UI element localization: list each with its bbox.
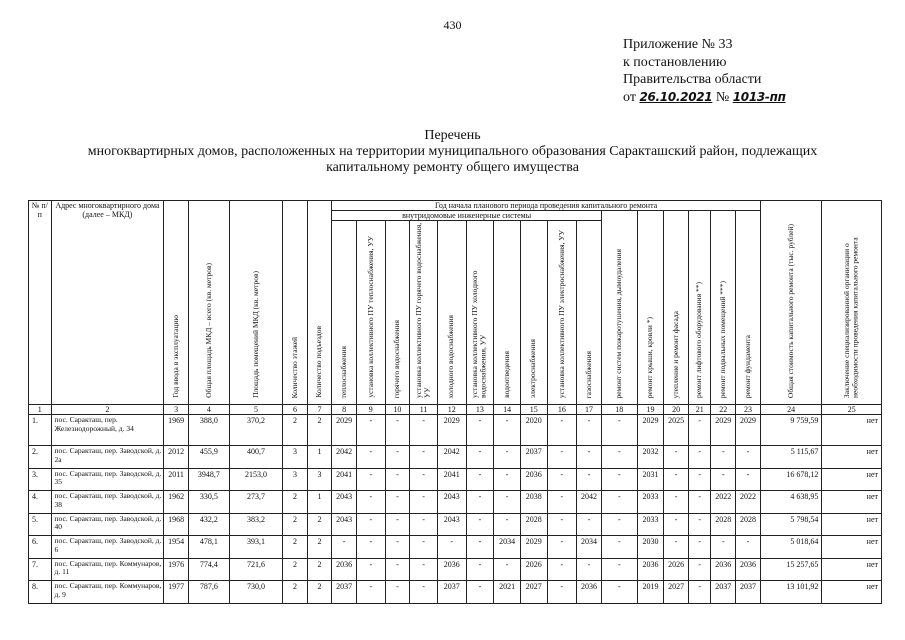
cell-c22: 2036 [711, 558, 736, 581]
column-number: 12 [437, 405, 466, 415]
cell-c19: 2032 [637, 446, 664, 469]
cell-year: 1968 [164, 513, 189, 536]
cell-c16: - [547, 558, 577, 581]
header-c19: ремонт крыши, кровли *) [637, 211, 664, 405]
cell-c9: - [356, 558, 385, 581]
column-number: 3 [164, 405, 189, 415]
cell-prem: 400,7 [229, 446, 282, 469]
cell-c14: 2034 [494, 536, 521, 559]
header-conclusion: Заключение специализированной организации о необходимости проведения капитального ремонта [822, 201, 882, 405]
address-cell: пос. Саракташ, пер. Заводской, д. 35 [51, 468, 164, 491]
cell-c14: - [494, 558, 521, 581]
header-c18: ремонт систем пожаротушения, дымоудаления [601, 211, 637, 405]
cell-c9: - [356, 491, 385, 514]
column-number: 20 [664, 405, 689, 415]
cell-c13: - [466, 581, 494, 604]
cell-c18: - [601, 581, 637, 604]
cell-cost: 5 115,67 [760, 446, 821, 469]
cell-c11: - [410, 536, 438, 559]
header-c21: ремонт лифтового оборудования **) [688, 211, 711, 405]
cell-c20: 2025 [664, 415, 689, 446]
cell-c12: 2043 [437, 491, 466, 514]
column-number: 4 [188, 405, 229, 415]
cell-c13: - [466, 491, 494, 514]
cell-c8: 2041 [332, 468, 357, 491]
cell-cost: 15 257,65 [760, 558, 821, 581]
cell-concl: нет [822, 513, 882, 536]
cell-c10: - [385, 415, 410, 446]
cell-c12: 2036 [437, 558, 466, 581]
cell-c18: - [601, 513, 637, 536]
cell-c9: - [356, 446, 385, 469]
cell-c12: 2037 [437, 581, 466, 604]
cell-c12: 2041 [437, 468, 466, 491]
cell-c18: - [601, 446, 637, 469]
cell-c15: 2038 [520, 491, 547, 514]
cell-total: 330,5 [188, 491, 229, 514]
cell-c17: 2034 [577, 536, 602, 559]
cell-c20: - [664, 536, 689, 559]
appendix-line-4 [623, 89, 786, 107]
cell-c17: - [577, 446, 602, 469]
handwritten-number: 1013-пп [732, 89, 786, 104]
cell-c14: - [494, 446, 521, 469]
cell-concl: нет [822, 468, 882, 491]
cell-c11: - [410, 446, 438, 469]
cell-c10: - [385, 581, 410, 604]
cell-c11: - [410, 513, 438, 536]
cell-c15: 2029 [520, 536, 547, 559]
header-c13: установка коллективного ПУ холодного водоснабжения, УУ [466, 221, 494, 405]
cell-fl: 2 [283, 581, 308, 604]
cell-c23: - [736, 446, 761, 469]
header-period-group: Год начала планового периода проведения капитального ремонта [332, 201, 761, 211]
cell-prem: 273,7 [229, 491, 282, 514]
cell-c8: 2043 [332, 513, 357, 536]
cell-ent: 2 [307, 581, 332, 604]
cell-total: 3948,7 [188, 468, 229, 491]
cell-c16: - [547, 581, 577, 604]
cell-c8: - [332, 536, 357, 559]
cell-concl: нет [822, 491, 882, 514]
header-c8: теплоснабжения [332, 221, 357, 405]
cell-cost: 9 759,59 [760, 415, 821, 446]
header-c12: холодного водоснабжения [437, 221, 466, 405]
header-systems-group: внутридомовые инженерные системы [332, 211, 602, 221]
cell-total: 388,0 [188, 415, 229, 446]
document-title [0, 128, 905, 176]
title-line-3: капитальному ремонту общего имущества [326, 160, 579, 175]
cell-year: 1969 [164, 415, 189, 446]
handwritten-date: 26.10.2021 [639, 89, 713, 104]
cell-prem: 721,6 [229, 558, 282, 581]
cell-concl: нет [822, 446, 882, 469]
cell-fl: 2 [283, 513, 308, 536]
cell-c13: - [466, 446, 494, 469]
table-row [29, 513, 882, 536]
column-number: 18 [601, 405, 637, 415]
cell-c14: - [494, 513, 521, 536]
row-number-cell: 6. [29, 536, 52, 559]
cell-c15: 2027 [520, 581, 547, 604]
cell-c14: - [494, 491, 521, 514]
cell-c13: - [466, 415, 494, 446]
cell-c13: - [466, 536, 494, 559]
header-premises-area: Площадь помещений МКД (кв. метров) [229, 201, 282, 405]
cell-c23: 2029 [736, 415, 761, 446]
cell-c9: - [356, 468, 385, 491]
cell-prem: 370,2 [229, 415, 282, 446]
cell-c10: - [385, 536, 410, 559]
appendix-block [623, 36, 786, 106]
cell-cost: 5 018,64 [760, 536, 821, 559]
cell-c21: - [688, 415, 711, 446]
cell-c17: - [577, 513, 602, 536]
table-row [29, 558, 882, 581]
cell-c23: 2022 [736, 491, 761, 514]
table-row [29, 415, 882, 446]
address-cell: пос. Саракташ, пер. Заводской, д. 6 [51, 536, 164, 559]
cell-prem: 2153,0 [229, 468, 282, 491]
cell-c17: 2042 [577, 491, 602, 514]
cell-c23: - [736, 536, 761, 559]
title-line-2: многоквартирных домов, расположенных на территории муниципального образования Саракташский район, подлежащих [87, 144, 818, 159]
cell-c17: 2036 [577, 581, 602, 604]
cell-c19: 2033 [637, 513, 664, 536]
cell-c9: - [356, 415, 385, 446]
page-number: 430 [443, 18, 462, 32]
cell-ent: 1 [307, 446, 332, 469]
cell-c17: - [577, 415, 602, 446]
cell-c21: - [688, 536, 711, 559]
cell-c15: 2026 [520, 558, 547, 581]
title-line-1: Перечень [424, 128, 481, 143]
header-cost: Общая стоимость капитального ремонта (тыс. рублей) [760, 201, 821, 405]
cell-year: 2012 [164, 446, 189, 469]
address-cell: пос. Саракташ, пер. Заводской, д. 2а [51, 446, 164, 469]
header-c9: установка коллективного ПУ теплоснабжения, УУ [356, 221, 385, 405]
cell-c21: - [688, 468, 711, 491]
cell-ent: 2 [307, 415, 332, 446]
cell-c23: 2036 [736, 558, 761, 581]
cell-year: 2011 [164, 468, 189, 491]
header-address: Адрес многоквартирного дома (далее – МКД) [51, 201, 164, 405]
row-number-cell: 2. [29, 446, 52, 469]
cell-c22: 2028 [711, 513, 736, 536]
header-num: № п/п [29, 201, 52, 405]
cell-c22: - [711, 468, 736, 491]
cell-c22: - [711, 446, 736, 469]
cell-c12: 2042 [437, 446, 466, 469]
cell-c22: 2029 [711, 415, 736, 446]
appendix-line-2: к постановлению [623, 54, 727, 70]
header-c14: водоотведения [494, 221, 521, 405]
header-c22: ремонт подвальных помещений ***) [711, 211, 736, 405]
column-number: 8 [332, 405, 357, 415]
cell-cost: 16 678,12 [760, 468, 821, 491]
cell-c20: 2027 [664, 581, 689, 604]
cell-c8: 2043 [332, 491, 357, 514]
column-number: 5 [229, 405, 282, 415]
header-total-area: Общая площадь МКД – всего (кв. метров) [188, 201, 229, 405]
cell-c18: - [601, 558, 637, 581]
cell-concl: нет [822, 581, 882, 604]
cell-c15: 2036 [520, 468, 547, 491]
column-number-row [29, 405, 882, 415]
cell-c22: 2022 [711, 491, 736, 514]
cell-c11: - [410, 581, 438, 604]
cell-c8: 2037 [332, 581, 357, 604]
cell-c10: - [385, 491, 410, 514]
cell-c12: - [437, 536, 466, 559]
cell-c20: - [664, 446, 689, 469]
cell-c19: 2033 [637, 491, 664, 514]
cell-c19: 2030 [637, 536, 664, 559]
cell-fl: 3 [283, 446, 308, 469]
header-c16: установка коллективного ПУ электроснабжения, УУ [547, 221, 577, 405]
column-number: 9 [356, 405, 385, 415]
cell-c9: - [356, 536, 385, 559]
column-number: 1 [29, 405, 52, 415]
cell-c21: - [688, 513, 711, 536]
cell-c11: - [410, 468, 438, 491]
cell-concl: нет [822, 536, 882, 559]
row-number-cell: 1. [29, 415, 52, 446]
cell-prem: 383,2 [229, 513, 282, 536]
header-c17: газоснабжения [577, 221, 602, 405]
cell-c12: 2029 [437, 415, 466, 446]
cell-cost: 4 638,95 [760, 491, 821, 514]
header-entrances: Количество подъездов [307, 201, 332, 405]
cell-c14: 2021 [494, 581, 521, 604]
cell-c16: - [547, 468, 577, 491]
cell-c18: - [601, 491, 637, 514]
cell-ent: 2 [307, 558, 332, 581]
row-number-cell: 5. [29, 513, 52, 536]
cell-c18: - [601, 536, 637, 559]
table-row [29, 536, 882, 559]
cell-c17: - [577, 468, 602, 491]
cell-c8: 2029 [332, 415, 357, 446]
row-number-cell: 8. [29, 581, 52, 604]
cell-year: 1976 [164, 558, 189, 581]
cell-c16: - [547, 513, 577, 536]
cell-c21: - [688, 558, 711, 581]
cell-total: 455,9 [188, 446, 229, 469]
cell-total: 432,2 [188, 513, 229, 536]
column-number: 2 [51, 405, 164, 415]
cell-fl: 2 [283, 491, 308, 514]
cell-c16: - [547, 491, 577, 514]
column-number: 16 [547, 405, 577, 415]
cell-c15: 2028 [520, 513, 547, 536]
cell-c10: - [385, 513, 410, 536]
cell-c13: - [466, 513, 494, 536]
cell-ent: 1 [307, 491, 332, 514]
cell-c22: 2037 [711, 581, 736, 604]
column-number: 11 [410, 405, 438, 415]
cell-year: 1962 [164, 491, 189, 514]
cell-c18: - [601, 415, 637, 446]
cell-c21: - [688, 491, 711, 514]
cell-c9: - [356, 581, 385, 604]
cell-fl: 2 [283, 415, 308, 446]
cell-c21: - [688, 446, 711, 469]
cell-c15: 2037 [520, 446, 547, 469]
cell-c22: - [711, 536, 736, 559]
address-cell: пос. Саракташ, пер. Заводской, д. 40 [51, 513, 164, 536]
address-cell: пос. Саракташ, пер. Заводской, д. 38 [51, 491, 164, 514]
cell-c12: 2043 [437, 513, 466, 536]
cell-c10: - [385, 468, 410, 491]
table-row [29, 446, 882, 469]
cell-c15: 2020 [520, 415, 547, 446]
cell-fl: 3 [283, 468, 308, 491]
cell-year: 1977 [164, 581, 189, 604]
houses-table [28, 200, 882, 604]
cell-c16: - [547, 415, 577, 446]
appendix-line-1: Приложение № 33 [623, 37, 733, 52]
column-number: 14 [494, 405, 521, 415]
header-c23: ремонт фундамента [736, 211, 761, 405]
cell-c19: 2019 [637, 581, 664, 604]
cell-c8: 2036 [332, 558, 357, 581]
column-number: 10 [385, 405, 410, 415]
cell-c10: - [385, 446, 410, 469]
cell-cost: 5 798,54 [760, 513, 821, 536]
column-number: 25 [822, 405, 882, 415]
column-number: 22 [711, 405, 736, 415]
column-number: 15 [520, 405, 547, 415]
cell-c16: - [547, 536, 577, 559]
table-row [29, 581, 882, 604]
cell-ent: 2 [307, 513, 332, 536]
cell-prem: 393,1 [229, 536, 282, 559]
cell-c11: - [410, 558, 438, 581]
cell-concl: нет [822, 415, 882, 446]
cell-c23: 2037 [736, 581, 761, 604]
column-number: 19 [637, 405, 664, 415]
table-body [29, 415, 882, 604]
cell-c20: - [664, 491, 689, 514]
cell-c11: - [410, 491, 438, 514]
address-cell: пос. Саракташ, пер. Железнодорожный, д. 34 [51, 415, 164, 446]
cell-prem: 730,0 [229, 581, 282, 604]
cell-total: 478,1 [188, 536, 229, 559]
cell-ent: 2 [307, 536, 332, 559]
row-number-cell: 7. [29, 558, 52, 581]
cell-c23: - [736, 468, 761, 491]
appendix-line-3: Правительства области [623, 72, 762, 87]
header-c10: горячего водоснабжения [385, 221, 410, 405]
header-floors: Количество этажей [283, 201, 308, 405]
cell-c11: - [410, 415, 438, 446]
cell-c10: - [385, 558, 410, 581]
cell-c14: - [494, 468, 521, 491]
column-number: 17 [577, 405, 602, 415]
table-row [29, 491, 882, 514]
cell-c13: - [466, 468, 494, 491]
cell-c18: - [601, 468, 637, 491]
column-number: 24 [760, 405, 821, 415]
header-c15: электроснабжения [520, 221, 547, 405]
row-number-cell: 3. [29, 468, 52, 491]
column-number: 23 [736, 405, 761, 415]
cell-c23: 2028 [736, 513, 761, 536]
appendix-prefix: от [623, 89, 636, 105]
row-number-cell: 4. [29, 491, 52, 514]
header-year-built: Год ввода в эксплуатацию [164, 201, 189, 405]
cell-ent: 3 [307, 468, 332, 491]
column-number: 6 [283, 405, 308, 415]
cell-c20: 2026 [664, 558, 689, 581]
cell-concl: нет [822, 558, 882, 581]
cell-year: 1954 [164, 536, 189, 559]
cell-c20: - [664, 468, 689, 491]
cell-c19: 2029 [637, 415, 664, 446]
address-cell: пос. Саракташ, пер. Коммунаров, д. 11 [51, 558, 164, 581]
cell-c16: - [547, 446, 577, 469]
cell-c19: 2031 [637, 468, 664, 491]
header-c11: установка коллективного ПУ горячего водоснабжения, УУ [410, 221, 438, 405]
cell-c19: 2036 [637, 558, 664, 581]
address-cell: пос. Саракташ, пер. Коммунаров, д. 9 [51, 581, 164, 604]
cell-total: 787,6 [188, 581, 229, 604]
column-number: 7 [307, 405, 332, 415]
cell-fl: 2 [283, 558, 308, 581]
column-number: 13 [466, 405, 494, 415]
number-sign: № [715, 89, 730, 105]
cell-c9: - [356, 513, 385, 536]
cell-c8: 2042 [332, 446, 357, 469]
cell-c20: - [664, 513, 689, 536]
cell-cost: 13 101,92 [760, 581, 821, 604]
cell-c21: - [688, 581, 711, 604]
cell-c17: - [577, 558, 602, 581]
cell-c14: - [494, 415, 521, 446]
cell-c13: - [466, 558, 494, 581]
cell-fl: 2 [283, 536, 308, 559]
column-number: 21 [688, 405, 711, 415]
table-row [29, 468, 882, 491]
header-c20: утепление и ремонт фасада [664, 211, 689, 405]
cell-total: 774,4 [188, 558, 229, 581]
